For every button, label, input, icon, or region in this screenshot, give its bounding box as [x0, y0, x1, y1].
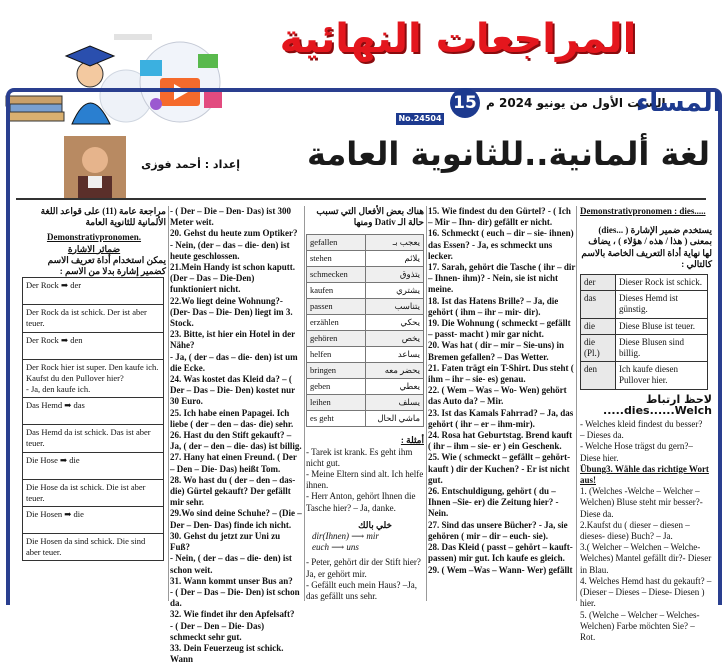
examples-label: أمثلة :	[400, 435, 424, 446]
text-line: - Welche Hose trägst du gern?– Diese hier.	[580, 441, 693, 463]
text-line: 22.Wo liegt deine Wohnung?-(Der- Das – Die- Den) liegt im 3. Stock.	[170, 295, 293, 329]
table-row	[307, 283, 424, 299]
text-line: - Ja, ( der – das – die- den) ist um die Ecke.	[170, 351, 298, 373]
arrow-right-icon: ➡	[60, 454, 68, 465]
table-row	[581, 362, 708, 389]
text-line: - Meine Eltern sind alt. Ich helfe ihnen.	[306, 469, 424, 491]
arabic-intro: يستخدم ضمير الإشارة ( ...dies) بمعنى ( هذا / هذه / هؤلاء ) ، يضاف لها نهاية أداة التعريف الخاصة بالاسم كالتالي :	[581, 225, 712, 269]
table-cell: das	[581, 291, 616, 318]
arabic-explain: يمكن استخدام أداة تعريف الاسم كضمير إشارة بدلا من الاسم :	[47, 254, 166, 277]
author-label: إعداد : أحمد فوزى	[141, 158, 240, 171]
table-row	[581, 291, 708, 318]
diagram-to: mir	[366, 531, 379, 542]
box-row	[23, 534, 163, 560]
text-line: 2.Kaufst du ( dieser – diesen – dieses- diese) Buch? – Ja.	[580, 519, 690, 542]
text-line: - ( Der – Den – Die- Das) schmeckt sehr gut.	[170, 620, 265, 642]
text-line: 20. Was hat ( dir – mir – Sie-uns) in Bremen gefallen? – Das Wetter.	[428, 340, 565, 362]
table-cell: der	[581, 275, 616, 291]
table-row	[307, 363, 424, 379]
author-box	[64, 136, 240, 198]
subject-title: لغة ألمانية..للثانوية العامة	[307, 135, 710, 173]
table-row	[581, 318, 708, 334]
text-line: 33. Dein Feuerzeug ist schick. Wann	[170, 642, 284, 665]
table-row	[307, 379, 424, 395]
table-cell: يخص	[366, 331, 424, 347]
review-intro: مراجعة عامة (11) على قواعد اللغة الألمانية للثانوية العامة	[40, 206, 166, 228]
box-row	[23, 453, 163, 480]
text-line: 1. (Welches -Welche – Welcher – Welchen) Bluse steht mir besser?- Diese da.	[580, 486, 703, 519]
pair-article: Der Rock	[26, 334, 59, 345]
column-divider	[168, 206, 169, 601]
box-row	[23, 333, 163, 360]
author-photo	[64, 136, 126, 198]
text-line: 23. Bitte, ist hier ein Hotel in der Nähe?	[170, 329, 295, 351]
text-line: 31. Wann kommt unser Bus an?	[170, 575, 293, 586]
text-line: - Herr Anton, gehört Ihnen die Tasche hier? – Ja, danke.	[306, 491, 416, 513]
table-row	[307, 347, 424, 363]
section-heading: Demonstrativpronomen : dies.....	[580, 206, 706, 216]
example-text: Die Hosen da sind schick. Die sind aber teuer.	[26, 536, 146, 558]
box-row	[23, 425, 163, 452]
box-row	[23, 480, 163, 507]
pronoun-arrow-diagram	[312, 520, 424, 554]
text-line: 25. Ich habe einen Papagei. Ich liebe ( der – den – das- die) sehr.	[170, 407, 294, 429]
box-row	[23, 360, 163, 399]
main-title: المراجعات النهائية	[279, 16, 637, 62]
arrow-right-icon: ⟶	[351, 531, 365, 542]
table-row	[307, 267, 424, 283]
text-line: 25. Wie ( schmeckt – gefällt – gehört- kauft ) dir der Kuchen? - Er ist nicht gut.	[428, 452, 571, 485]
compare-title: لاحظ ارتباط dies......Welch.....	[603, 392, 712, 417]
text-line: 29. ( Wem –Was – Wann- Wer) gefällt	[428, 564, 573, 575]
text-line: - Nein, ( der – das – die- den) ist schon weit.	[170, 553, 292, 575]
table-cell: gehören	[307, 331, 366, 347]
text-line: 30. Gehst du jetzt zur Uni zu Fuß?	[170, 530, 281, 553]
example-text: Die Hose da ist schick. Die ist aber teuer.	[26, 481, 146, 503]
table-cell: die (Pl.)	[581, 334, 616, 361]
text-line: 23. Ist das Kamals Fahrrad? – Ja, das gehört ( ihr – er – ihm-mir).	[428, 407, 574, 429]
table-row	[581, 334, 708, 361]
arrow-right-icon: ➡	[60, 334, 69, 345]
header-divider	[16, 198, 706, 200]
text-line: – Dieses da.	[580, 430, 624, 441]
brand-logo: المساء	[636, 88, 722, 118]
article-pronoun-box	[22, 277, 164, 561]
column-demonstrativ-dies	[580, 206, 712, 642]
table-cell: Ich kaufe diesen Pullover hier.	[616, 362, 708, 389]
table-cell: bringen	[307, 363, 366, 379]
table-row	[307, 411, 424, 427]
table-row	[581, 275, 708, 291]
table-cell: يحضر معه	[366, 363, 424, 379]
table-cell: يشتري	[366, 283, 424, 299]
diagram-from: euch	[312, 542, 329, 553]
diagram-from: dir(Ihnen)	[312, 531, 349, 542]
text-line: 18. Ist das Hatens Brille? – Ja, die gehört ( ihm – ihr – mir- dir).	[428, 295, 559, 317]
text-line: 28. Das Kleid ( passt – gehört – kauft- passen) mir gut. Ich kaufe es gleich.	[428, 542, 573, 564]
pair-article: Die Hosen	[26, 509, 63, 520]
table-cell: schmecken	[307, 267, 366, 283]
column-dativ-verbs	[306, 206, 424, 601]
table-cell: stehen	[307, 251, 366, 267]
text-line: - Nein, (der – das – die- den) ist heute geschlossen.	[170, 239, 290, 261]
text-line: 26. Entschuldigung, gehört ( du – Ihnen –Sie- er) die Zeitung hier? - Nein.	[428, 486, 559, 519]
arrow-right-icon: ➡	[64, 509, 72, 520]
text-line: 28. Wo hast du ( der – den – das- die) Gürtel gekauft? Der gefällt mir sehr.	[170, 474, 296, 508]
box-row	[23, 305, 163, 332]
text-line: 15. Wie findest du den Gürtel? - ( Ich – Mir – Ihn- dir) gefällt er nicht.	[428, 206, 571, 228]
text-line: 21.Mein Handy ist schon kaputt.(Der – Das – Die-Den) funktioniert nicht.	[170, 262, 296, 295]
text-line: - ( Der – Die – Den- Das) ist 300 Meter weit.	[170, 206, 292, 228]
pair-pronoun: der	[70, 280, 82, 291]
table-cell: يساعد	[366, 347, 424, 363]
arabic-intro: هناك بعض الأفعال التي تسبب حالة الـ Dativ ومنها	[316, 206, 424, 228]
text-line: 24. Was kostet das Kleid da? – ( Der – Das – Die- Den) kostet nur 30 Euro.	[170, 374, 295, 407]
table-cell: يعجب بـ	[366, 235, 424, 251]
example-text: - Ja, den kaufe ich.	[26, 384, 91, 395]
column-exercises-articles	[170, 206, 302, 665]
text-line: 3.( Welcher – Welchen – Welche- Welches) Mantel gefällt dir?- Dieser in Blau.	[580, 542, 712, 575]
dies-table	[580, 274, 708, 390]
text-line: 22. ( Wem – Was – Wo- Wen) gehört das Auto da? – Mir.	[428, 385, 567, 407]
table-cell: Diese Blusen sind billig.	[616, 334, 708, 361]
section-subheading: ضمائر الاشارة	[67, 243, 121, 254]
text-line: 26. Hast du den Stift gekauft? – Ja, ( der – den – die- das) ist billig.	[170, 430, 302, 452]
pair-pronoun: den	[70, 334, 83, 345]
text-line: - ( Der – Das – Die- Den) ist schon da.	[170, 586, 300, 609]
column-demonstrativ-articles	[22, 206, 166, 601]
example-text: Das Hemd da ist schick. Das ist aber teuer.	[26, 427, 151, 449]
example-text: Kaufst du den Pullover hier?	[26, 372, 124, 383]
text-line: 32. Wie findet ihr den Apfelsaft?	[170, 609, 295, 620]
date-line: السبت الأول من يونيو 2024 م	[486, 96, 666, 110]
text-line: - Tarek ist krank. Es geht ihm nicht gut.	[306, 446, 413, 468]
table-row	[307, 299, 424, 315]
text-line: 24. Rosa hat Geburtstag. Brend kauft ( ihr – ihm – sie- er ) ein Geschenk.	[428, 430, 573, 452]
diagram-to: uns	[346, 542, 359, 553]
text-line: 4. Welches Hemd hast du gekauft? –(Dieser – Dieses – Diese- Diesen ) hier.	[580, 575, 712, 609]
table-cell: Dieser Rock ist schick.	[616, 275, 708, 291]
arrow-right-icon: ➡	[64, 400, 72, 411]
pair-pronoun: die	[73, 509, 84, 520]
exercise-heading: Übung3. Wähle das richtige Wort aus!	[580, 463, 709, 486]
author-portrait-icon	[64, 136, 126, 198]
text-line: - Gefällt euch mein Haus? –Ja, das gefällt uns sehr.	[306, 579, 417, 602]
text-line: 27. Hany hat einen Freund. ( Der – Den – Die- Das) heißt Tom.	[170, 452, 297, 474]
table-cell: يحكي	[366, 315, 424, 331]
example-text: Der Rock hier ist super. Den kaufe ich.	[26, 361, 159, 372]
column-divider	[426, 206, 427, 601]
section-heading: Demonstrativpronomen.	[46, 232, 142, 243]
text-line: 5. (Welche – Welcher – Welches- Welchen) Farbe möchten Sie? – Rot.	[580, 609, 700, 642]
table-cell: es geht	[307, 411, 366, 427]
arrow-right-icon: ⟶	[331, 542, 345, 553]
diagram-label: خلي بالك	[358, 519, 392, 530]
text-line: 17. Sarah, gehört die Tasche ( ihr – dir – Ihnen- ihm)? - Nein, sie ist nicht meine.	[428, 262, 576, 295]
table-cell: يتذوق	[366, 267, 424, 283]
table-row	[307, 331, 424, 347]
table-row	[307, 235, 424, 251]
issue-number: No.24504	[396, 113, 444, 125]
text-line: - Welches kleid findest du besser?	[580, 419, 703, 430]
table-cell: leihen	[307, 395, 366, 411]
table-cell: يتناسب	[366, 299, 424, 315]
table-cell: die	[581, 318, 616, 334]
text-line: 20. Gehst du heute zum Optiker?	[170, 228, 298, 239]
column-divider	[304, 206, 305, 601]
table-cell: يلائم	[366, 251, 424, 267]
arrow-right-icon: ➡	[60, 280, 69, 291]
table-cell: Diese Bluse ist teuer.	[616, 318, 708, 334]
example-text: Der Rock da ist schick. Der ist aber teuer.	[26, 307, 147, 329]
column-exercises-dativ	[428, 206, 576, 601]
pair-pronoun: das	[73, 400, 85, 411]
text-line: 19. Die Wohnung ( schmeckt – gefällt – passt- macht ) mir gar nicht.	[428, 318, 571, 340]
box-row	[23, 507, 163, 534]
table-cell: gefallen	[307, 235, 366, 251]
table-row	[307, 315, 424, 331]
pair-article: Die Hose	[26, 454, 58, 465]
box-row	[23, 278, 163, 305]
text-line: 21. Faten trägt ein T-Shirt. Dus steht ( ihm – ihr – sie- es) genau.	[428, 362, 574, 385]
pair-article: Das Hemd	[26, 400, 63, 411]
table-cell: erzählen	[307, 315, 366, 331]
table-cell: kaufen	[307, 283, 366, 299]
table-row	[307, 395, 424, 411]
text-line: - Peter, gehört dir der Stift hier? Ja, er gehört mir.	[306, 557, 421, 579]
table-cell: helfen	[307, 347, 366, 363]
table-cell: يسلف	[366, 395, 424, 411]
table-cell: Dieses Hemd ist günstig.	[616, 291, 708, 318]
table-cell: passen	[307, 299, 366, 315]
box-row	[23, 398, 163, 425]
dativ-verbs-table	[306, 234, 424, 427]
column-divider	[576, 206, 577, 601]
pair-article: Der Rock	[26, 280, 59, 291]
table-cell: ماشي الحال	[366, 411, 424, 427]
issue-circle: 15	[450, 88, 480, 118]
table-cell: den	[581, 362, 616, 389]
pair-pronoun: die	[69, 454, 80, 465]
text-line: 27. Sind das unsere Bücher? - Ja, sie gehören ( mir – dir – euch- sie).	[428, 519, 568, 541]
table-cell: geben	[307, 379, 366, 395]
text-line: 29.Wo sind deine Schuhe? – (Die – Der – Den- Das) finde ich nicht.	[170, 508, 302, 530]
table-row	[307, 251, 424, 267]
text-line: 16. Schmeckt ( euch – dir – sie- ihnen) das Essen? - Ja, es schmeckt uns lecker.	[428, 228, 574, 261]
diagram-row	[312, 542, 424, 553]
diagram-row	[312, 531, 424, 542]
table-cell: يعطي	[366, 379, 424, 395]
